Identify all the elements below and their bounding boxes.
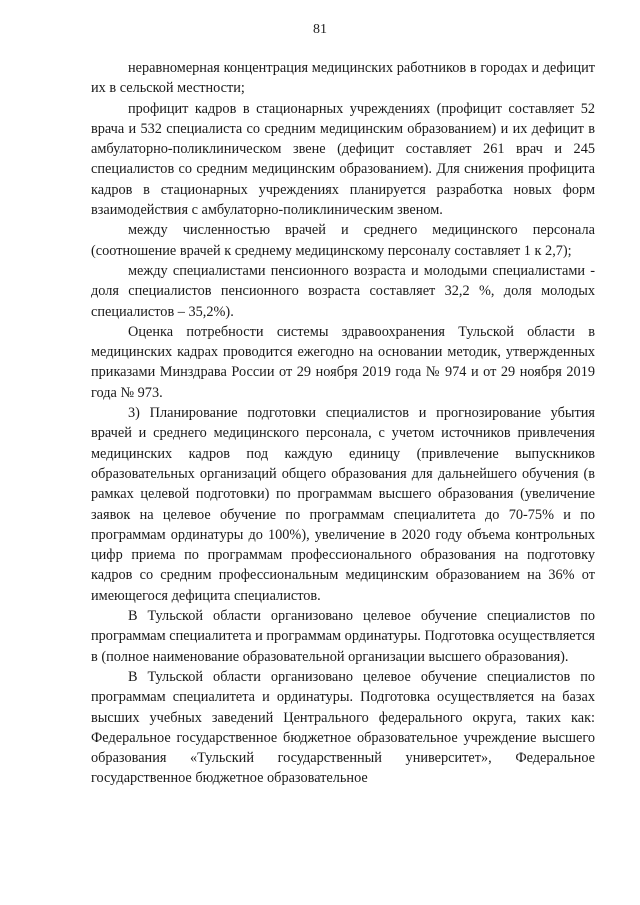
paragraph: В Тульской области организовано целевое обучение специалистов по программам специалитета и ординатуры. Подготовка осуществляется на базах высших учебных заведений Центрального федерального округа, таких как: Федеральное государственное бюджетное образовательное учреждение высшего образования «Тульский государственный университет», Федеральное государственное бюджетное образовательное — [91, 668, 595, 787]
paragraph: между численностью врачей и среднего медицинского персонала (соотношение врачей к среднему медицинскому персоналу составляет 1 к 2,7); — [91, 222, 595, 259]
paragraph: В Тульской области организовано целевое обучение специалистов по программам специалитета и программам ординатуры. Подготовка осуществляется в (полное наименование образовательной организации высшего образования). — [91, 608, 595, 665]
page-number: 81 — [313, 22, 327, 37]
paragraph: между специалистами пенсионного возраста и молодыми специалистами - доля специалистов пенсионного возраста составляет 32,2 %, доля молодых специалистов – 35,2%). — [91, 262, 595, 320]
paragraph: неравномерная концентрация медицинских работников в городах и дефицит их в сельской местности; — [91, 60, 595, 97]
paragraph: Оценка потребности системы здравоохранения Тульской области в медицинских кадрах проводится ежегодно на основании методик, утвержденных приказами Минздрава России от 29 ноября 2019 года № 974 и от 29 ноября 2019 года № 973. — [91, 323, 595, 401]
text-body — [91, 58, 595, 789]
paragraph: профицит кадров в стационарных учреждениях (профицит составляет 52 врача и 532 специалиста со средним медицинским образованием) и их дефицит в амбулаторно-поликлиническом звене (дефицит составляет 261 врач и 245 специалистов со средним медицинским образованием). Для снижения профицита кадров в стационарных учреждениях планируется разработка новых форм взаимодействия с амбулаторно-поликлиническим звеном. — [91, 100, 595, 219]
paragraph: 3) Планирование подготовки специалистов и прогнозирование убытия врачей и среднего медицинского персонала, с учетом источников привлечения медицинских кадров под каждую единицу (привлечение выпускников образовательных организаций общего образования для дальнейшего обучения (в рамках целевой подготовки) по программам высшего образования (увеличение заявок на целевое обучение по программам специалитета до 70-75% и по программам ординатуры до 100%), увеличение в 2020 году объема контрольных цифр приема по программам профессионального образования на подготовку кадров со средним профессиональным медицинским образованием на 36% от имеющегося дефицита специалистов. — [91, 405, 595, 604]
